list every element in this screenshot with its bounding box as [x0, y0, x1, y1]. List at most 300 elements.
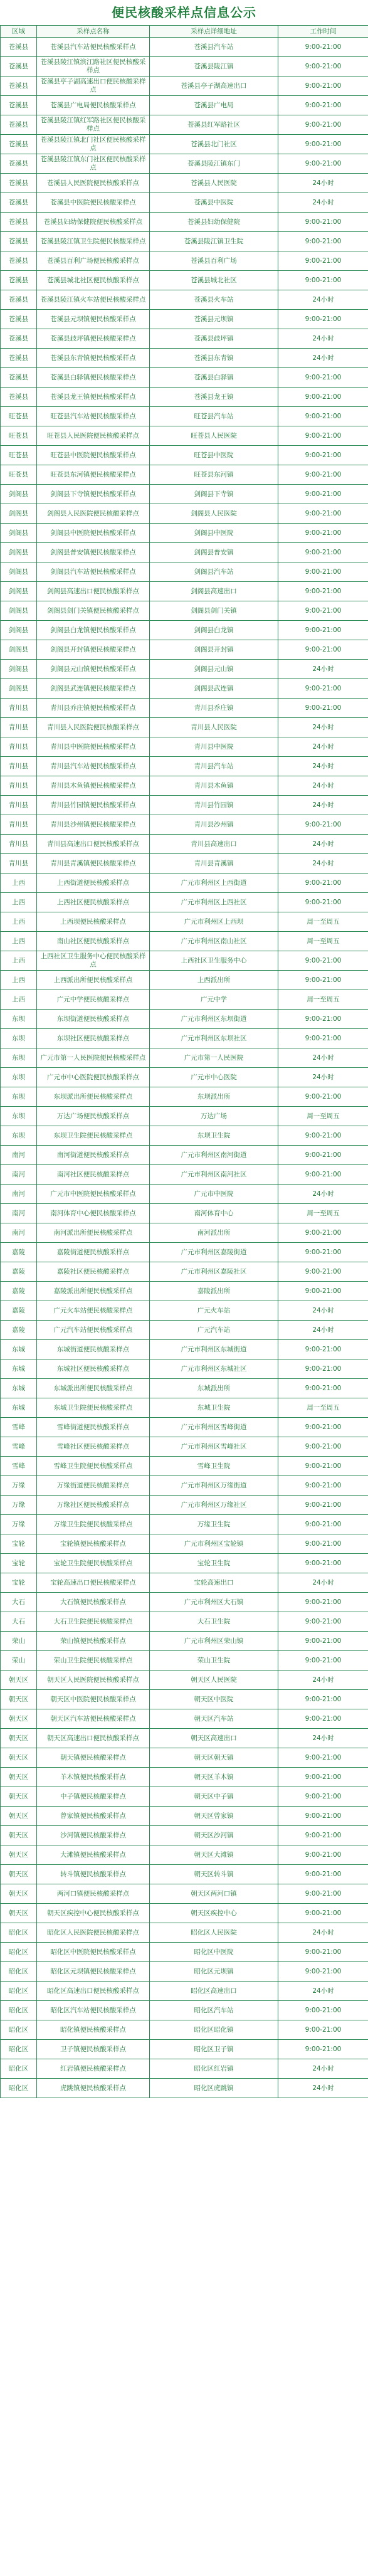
cell-site-name: 荣山镇便民核酸采样点 — [37, 1632, 150, 1651]
cell-site-name: 苍溪县人民医院便民核酸采样点 — [37, 174, 150, 193]
cell-address: 朝天区曾家镇 — [150, 1807, 278, 1826]
table-row — [1, 1379, 368, 1398]
cell-region: 朝天区 — [1, 1826, 37, 1845]
cell-hours: 9:00-21:00 — [278, 815, 368, 835]
cell-address: 昭化区虎跳镇 — [150, 2079, 278, 2098]
cell-site-name: 南河社区便民核酸采样点 — [37, 1165, 150, 1185]
cell-address: 剑阁县下寺镇 — [150, 485, 278, 504]
cell-region: 昭化区 — [1, 2059, 37, 2079]
cell-address: 苍溪县火车站 — [150, 290, 278, 310]
table-row — [1, 96, 368, 115]
cell-region: 剑阁县 — [1, 524, 37, 543]
cell-site-name: 苍溪县元坝镇便民核酸采样点 — [37, 310, 150, 329]
cell-region: 剑阁县 — [1, 582, 37, 601]
cell-hours: 24小时 — [278, 1301, 368, 1321]
cell-region: 青川县 — [1, 815, 37, 835]
table-row — [1, 1923, 368, 1943]
cell-hours: 9:00-21:00 — [278, 38, 368, 57]
cell-region: 东城 — [1, 1398, 37, 1418]
cell-address: 青川县乔庄镇 — [150, 699, 278, 718]
cell-address: 昭化区汽车站 — [150, 2001, 278, 2020]
cell-address: 朝天区人民医院 — [150, 1671, 278, 1690]
cell-site-name: 青川县木鱼镇便民核酸采样点 — [37, 776, 150, 796]
cell-hours: 9:00-21:00 — [278, 1010, 368, 1029]
table-row — [1, 407, 368, 426]
cell-address: 昭化区元坝镇 — [150, 1962, 278, 1982]
cell-site-name: 万缘街道便民核酸采样点 — [37, 1476, 150, 1496]
cell-region: 苍溪县 — [1, 174, 37, 193]
cell-site-name: 剑阁县白龙镇便民核酸采样点 — [37, 621, 150, 640]
table-row — [1, 2020, 368, 2040]
cell-address: 苍溪县北门社区 — [150, 135, 278, 154]
cell-hours: 24小时 — [278, 1068, 368, 1087]
cell-address: 苍溪县龙王镇 — [150, 388, 278, 407]
cell-address: 旺苍县中医院 — [150, 446, 278, 465]
table-row — [1, 854, 368, 874]
table-row — [1, 1418, 368, 1437]
cell-site-name: 剑阁县下寺镇便民核酸采样点 — [37, 485, 150, 504]
cell-address: 广元市利州区嘉陵街道 — [150, 1243, 278, 1262]
cell-site-name: 苍溪县陵江镇滨江路社区便民核酸采样点 — [37, 57, 150, 77]
cell-hours: 9:00-21:00 — [278, 971, 368, 990]
table-row — [1, 1029, 368, 1048]
cell-address: 苍溪县百利广场 — [150, 251, 278, 271]
cell-region: 苍溪县 — [1, 154, 37, 174]
cell-address: 苍溪县亭子湖高速出口 — [150, 77, 278, 96]
cell-address: 东坝卫生院 — [150, 1126, 278, 1146]
table-row — [1, 485, 368, 504]
cell-region: 剑阁县 — [1, 621, 37, 640]
cell-site-name: 广元市第一人民医院便民核酸采样点 — [37, 1048, 150, 1068]
cell-hours: 9:00-21:00 — [278, 543, 368, 562]
cell-hours: 9:00-21:00 — [278, 1146, 368, 1165]
cell-site-name: 苍溪县陵江镇北门社区便民核酸采样点 — [37, 135, 150, 154]
table-row — [1, 1748, 368, 1768]
cell-region: 上西 — [1, 932, 37, 951]
cell-address: 朝天区高速出口 — [150, 1729, 278, 1748]
table-row — [1, 2001, 368, 2020]
table-row — [1, 1534, 368, 1554]
cell-site-name: 广元汽车站便民核酸采样点 — [37, 1321, 150, 1340]
cell-site-name: 宝轮卫生院便民核酸采样点 — [37, 1554, 150, 1573]
table-row — [1, 290, 368, 310]
cell-hours: 24小时 — [278, 193, 368, 213]
cell-address: 广元市利州区南山社区 — [150, 932, 278, 951]
cell-site-name: 剑阁县中医院便民核酸采样点 — [37, 524, 150, 543]
cell-site-name: 苍溪县歧坪镇便民核酸采样点 — [37, 329, 150, 349]
table-row — [1, 1515, 368, 1534]
cell-site-name: 苍溪县妇幼保健院便民核酸采样点 — [37, 213, 150, 232]
cell-address: 昭化区红岩镇 — [150, 2059, 278, 2079]
cell-region: 万缘 — [1, 1515, 37, 1534]
cell-hours: 9:00-21:00 — [278, 1612, 368, 1632]
cell-hours: 9:00-21:00 — [278, 407, 368, 426]
cell-hours: 9:00-21:00 — [278, 1126, 368, 1146]
cell-hours: 9:00-21:00 — [278, 1826, 368, 1845]
cell-hours: 周一至周五 — [278, 1107, 368, 1126]
cell-site-name: 嘉陵街道便民核酸采样点 — [37, 1243, 150, 1262]
cell-region: 朝天区 — [1, 1671, 37, 1690]
cell-region: 昭化区 — [1, 1943, 37, 1962]
cell-region: 苍溪县 — [1, 368, 37, 388]
cell-hours: 24小时 — [278, 174, 368, 193]
table-row — [1, 1087, 368, 1107]
cell-hours: 9:00-21:00 — [278, 154, 368, 174]
header-address: 采样点详细地址 — [150, 26, 278, 38]
cell-region: 苍溪县 — [1, 193, 37, 213]
page-title: 便民核酸采样点信息公示 — [112, 5, 256, 20]
cell-region: 青川县 — [1, 796, 37, 815]
cell-address: 朝天区羊木镇 — [150, 1768, 278, 1787]
cell-hours: 9:00-21:00 — [278, 1457, 368, 1476]
cell-address: 广元中学 — [150, 990, 278, 1010]
cell-region: 苍溪县 — [1, 349, 37, 368]
cell-region: 剑阁县 — [1, 543, 37, 562]
cell-hours: 9:00-21:00 — [278, 115, 368, 135]
cell-address: 南河派出所 — [150, 1223, 278, 1243]
cell-address: 朝天区沙河镇 — [150, 1826, 278, 1845]
cell-site-name: 青川县竹园镇便民核酸采样点 — [37, 796, 150, 815]
cell-hours: 24小时 — [278, 757, 368, 776]
cell-hours: 24小时 — [278, 2079, 368, 2098]
cell-site-name: 昭化区元坝镇便民核酸采样点 — [37, 1962, 150, 1982]
cell-hours: 9:00-21:00 — [278, 1845, 368, 1865]
cell-site-name: 大滩镇便民核酸采样点 — [37, 1845, 150, 1865]
cell-hours: 9:00-21:00 — [278, 1651, 368, 1671]
cell-hours: 9:00-21:00 — [278, 1884, 368, 1904]
cell-region: 朝天区 — [1, 1690, 37, 1709]
table-row — [1, 543, 368, 562]
cell-address: 苍溪县红军路社区 — [150, 115, 278, 135]
cell-region: 旺苍县 — [1, 446, 37, 465]
table-row — [1, 1943, 368, 1962]
cell-region: 青川县 — [1, 776, 37, 796]
table-row — [1, 1126, 368, 1146]
table-row — [1, 1845, 368, 1865]
cell-address: 苍溪县广电局 — [150, 96, 278, 115]
table-row — [1, 1768, 368, 1787]
cell-address: 广元市利州区东城社区 — [150, 1359, 278, 1379]
cell-hours: 周一至周五 — [278, 932, 368, 951]
cell-site-name: 苍溪县广电局便民核酸采样点 — [37, 96, 150, 115]
cell-site-name: 宝轮高速出口便民核酸采样点 — [37, 1573, 150, 1593]
cell-region: 南河 — [1, 1165, 37, 1185]
cell-region: 青川县 — [1, 699, 37, 718]
cell-region: 嘉陵 — [1, 1243, 37, 1262]
cell-hours: 9:00-21:00 — [278, 1340, 368, 1359]
cell-address: 广元市利州区嘉陵社区 — [150, 1262, 278, 1282]
table-row — [1, 757, 368, 776]
cell-hours: 9:00-21:00 — [278, 465, 368, 485]
table-row — [1, 932, 368, 951]
table-row — [1, 1146, 368, 1165]
table-row — [1, 1982, 368, 2001]
cell-site-name: 南河体育中心便民核酸采样点 — [37, 1204, 150, 1223]
cell-site-name: 朝天区汽车站便民核酸采样点 — [37, 1709, 150, 1729]
table-row — [1, 1321, 368, 1340]
cell-address: 朝天区中医院 — [150, 1690, 278, 1709]
cell-hours: 9:00-21:00 — [278, 679, 368, 699]
cell-site-name: 广元市中心医院便民核酸采样点 — [37, 1068, 150, 1087]
cell-site-name: 苍溪县百利广场便民核酸采样点 — [37, 251, 150, 271]
cell-region: 荣山 — [1, 1632, 37, 1651]
cell-hours: 9:00-21:00 — [278, 1943, 368, 1962]
cell-region: 旺苍县 — [1, 465, 37, 485]
cell-site-name: 朝天镇便民核酸采样点 — [37, 1748, 150, 1768]
cell-region: 苍溪县 — [1, 213, 37, 232]
table-row — [1, 1690, 368, 1709]
cell-site-name: 旺苍县人民医院便民核酸采样点 — [37, 426, 150, 446]
cell-hours: 9:00-21:00 — [278, 1865, 368, 1884]
cell-site-name: 青川县沙州镇便民核酸采样点 — [37, 815, 150, 835]
cell-site-name: 上西社区卫生服务中心便民核酸采样点 — [37, 951, 150, 971]
table-row — [1, 57, 368, 77]
table-row — [1, 1243, 368, 1262]
table-row — [1, 465, 368, 485]
cell-hours: 9:00-21:00 — [278, 2020, 368, 2040]
cell-site-name: 万缘卫生院便民核酸采样点 — [37, 1515, 150, 1534]
cell-site-name: 昭化区汽车站便民核酸采样点 — [37, 2001, 150, 2020]
cell-site-name: 青川县中医院便民核酸采样点 — [37, 737, 150, 757]
table-row — [1, 699, 368, 718]
cell-region: 雪峰 — [1, 1457, 37, 1476]
cell-region: 东坝 — [1, 1068, 37, 1087]
cell-site-name: 上西坝便民核酸采样点 — [37, 912, 150, 932]
cell-site-name: 昭化区高速出口便民核酸采样点 — [37, 1982, 150, 2001]
cell-hours: 9:00-21:00 — [278, 1476, 368, 1496]
table-row — [1, 329, 368, 349]
table-row — [1, 154, 368, 174]
cell-hours: 周一至周五 — [278, 1204, 368, 1223]
cell-address: 剑阁县剑门关镇 — [150, 601, 278, 621]
cell-address: 东城卫生院 — [150, 1398, 278, 1418]
cell-hours: 24小时 — [278, 718, 368, 737]
cell-site-name: 东城社区便民核酸采样点 — [37, 1359, 150, 1379]
cell-address: 朝天区两河口镇 — [150, 1884, 278, 1904]
table-row — [1, 835, 368, 854]
cell-site-name: 青川县青溪镇便民核酸采样点 — [37, 854, 150, 874]
cell-site-name: 红岩镇便民核酸采样点 — [37, 2059, 150, 2079]
table-row — [1, 1068, 368, 1087]
cell-hours: 9:00-21:00 — [278, 1807, 368, 1826]
cell-address: 广元市第一人民医院 — [150, 1048, 278, 1068]
cell-region: 朝天区 — [1, 1845, 37, 1865]
cell-hours: 9:00-21:00 — [278, 874, 368, 893]
table-row — [1, 193, 368, 213]
cell-region: 苍溪县 — [1, 77, 37, 96]
cell-site-name: 昭化镇便民核酸采样点 — [37, 2020, 150, 2040]
cell-hours: 24小时 — [278, 1321, 368, 1340]
cell-hours: 24小时 — [278, 1048, 368, 1068]
cell-site-name: 南河街道便民核酸采样点 — [37, 1146, 150, 1165]
cell-region: 宝轮 — [1, 1573, 37, 1593]
cell-hours: 9:00-21:00 — [278, 1515, 368, 1534]
table-row — [1, 1262, 368, 1282]
cell-site-name: 剑阁县开封镇便民核酸采样点 — [37, 640, 150, 660]
cell-site-name: 东坝卫生院便民核酸采样点 — [37, 1126, 150, 1146]
cell-hours: 9:00-21:00 — [278, 1418, 368, 1437]
cell-address: 剑阁县高速出口 — [150, 582, 278, 601]
cell-hours: 9:00-21:00 — [278, 2001, 368, 2020]
cell-address: 苍溪县陵江镇 — [150, 57, 278, 77]
cell-address: 旺苍县汽车站 — [150, 407, 278, 426]
cell-address: 苍溪县妇幼保健院 — [150, 213, 278, 232]
table-row — [1, 174, 368, 193]
cell-address: 广元市利州区上西街道 — [150, 874, 278, 893]
table-row — [1, 601, 368, 621]
cell-hours: 24小时 — [278, 1185, 368, 1204]
table-row — [1, 660, 368, 679]
cell-site-name: 雪峰社区便民核酸采样点 — [37, 1437, 150, 1457]
cell-address: 昭化区昭化镇 — [150, 2020, 278, 2040]
cell-site-name: 昭化区中医院便民核酸采样点 — [37, 1943, 150, 1962]
cell-address: 剑阁县人民医院 — [150, 504, 278, 524]
cell-region: 雪峰 — [1, 1418, 37, 1437]
cell-region: 剑阁县 — [1, 660, 37, 679]
cell-hours: 24小时 — [278, 796, 368, 815]
cell-region: 朝天区 — [1, 1748, 37, 1768]
cell-region: 宝轮 — [1, 1554, 37, 1573]
cell-site-name: 苍溪县陵江镇东门社区便民核酸采样点 — [37, 154, 150, 174]
cell-site-name: 虎跳镇便民核酸采样点 — [37, 2079, 150, 2098]
cell-hours: 9:00-21:00 — [278, 251, 368, 271]
table-row — [1, 874, 368, 893]
table-row — [1, 737, 368, 757]
cell-address: 苍溪县人民医院 — [150, 174, 278, 193]
cell-address: 剑阁县中医院 — [150, 524, 278, 543]
cell-hours: 9:00-21:00 — [278, 1690, 368, 1709]
cell-hours: 9:00-21:00 — [278, 1379, 368, 1398]
cell-site-name: 东坝社区便民核酸采样点 — [37, 1029, 150, 1048]
cell-site-name: 旺苍县中医院便民核酸采样点 — [37, 446, 150, 465]
cell-address: 昭化区卫子镇 — [150, 2040, 278, 2059]
cell-hours: 9:00-21:00 — [278, 96, 368, 115]
cell-site-name: 荣山卫生院便民核酸采样点 — [37, 1651, 150, 1671]
cell-region: 昭化区 — [1, 2040, 37, 2059]
cell-region: 嘉陵 — [1, 1262, 37, 1282]
table-row — [1, 1554, 368, 1573]
cell-site-name: 中子镇便民核酸采样点 — [37, 1787, 150, 1807]
cell-site-name: 青川县人民医院便民核酸采样点 — [37, 718, 150, 737]
cell-site-name: 昭化区人民医院便民核酸采样点 — [37, 1923, 150, 1943]
table-row — [1, 524, 368, 543]
table-row — [1, 1340, 368, 1359]
cell-site-name: 万达广场便民核酸采样点 — [37, 1107, 150, 1126]
table-body — [1, 38, 368, 2098]
cell-hours: 9:00-21:00 — [278, 504, 368, 524]
cell-address: 苍溪县汽车站 — [150, 38, 278, 57]
cell-hours: 9:00-21:00 — [278, 562, 368, 582]
cell-region: 南河 — [1, 1204, 37, 1223]
cell-address: 青川县汽车站 — [150, 757, 278, 776]
cell-address: 万缘卫生院 — [150, 1515, 278, 1534]
cell-region: 东坝 — [1, 1029, 37, 1048]
cell-site-name: 卫子镇便民核酸采样点 — [37, 2040, 150, 2059]
table-row — [1, 1048, 368, 1068]
cell-site-name: 朝天区人民医院便民核酸采样点 — [37, 1671, 150, 1690]
cell-hours: 9:00-21:00 — [278, 485, 368, 504]
cell-site-name: 剑阁县武连镇便民核酸采样点 — [37, 679, 150, 699]
cell-region: 剑阁县 — [1, 601, 37, 621]
cell-hours: 9:00-21:00 — [278, 582, 368, 601]
cell-hours: 9:00-21:00 — [278, 640, 368, 660]
cell-address: 东城派出所 — [150, 1379, 278, 1398]
cell-region: 南河 — [1, 1185, 37, 1204]
table-row — [1, 796, 368, 815]
cell-address: 昭化区人民医院 — [150, 1923, 278, 1943]
cell-region: 苍溪县 — [1, 310, 37, 329]
table-row — [1, 1962, 368, 1982]
table-row — [1, 1709, 368, 1729]
cell-address: 苍溪县歧坪镇 — [150, 329, 278, 349]
cell-address: 万达广场 — [150, 1107, 278, 1126]
cell-hours: 9:00-21:00 — [278, 1262, 368, 1282]
cell-region: 剑阁县 — [1, 640, 37, 660]
cell-hours: 9:00-21:00 — [278, 388, 368, 407]
cell-site-name: 羊木镇便民核酸采样点 — [37, 1768, 150, 1787]
cell-site-name: 旺苍县汽车站便民核酸采样点 — [37, 407, 150, 426]
cell-hours: 9:00-21:00 — [278, 893, 368, 912]
cell-site-name: 苍溪县陵江镇火车站便民核酸采样点 — [37, 290, 150, 310]
cell-hours: 9:00-21:00 — [278, 1593, 368, 1612]
table-row — [1, 640, 368, 660]
cell-region: 朝天区 — [1, 1729, 37, 1748]
cell-hours: 24小时 — [278, 290, 368, 310]
cell-region: 朝天区 — [1, 1865, 37, 1884]
table-row — [1, 2040, 368, 2059]
cell-address: 苍溪县陵江镇东门 — [150, 154, 278, 174]
table-row — [1, 893, 368, 912]
cell-address: 广元市利州区荣山镇 — [150, 1632, 278, 1651]
cell-region: 东坝 — [1, 1010, 37, 1029]
cell-address: 广元市利州区上西坝 — [150, 912, 278, 932]
cell-address: 雪峰卫生院 — [150, 1457, 278, 1476]
cell-address: 广元市中医院 — [150, 1185, 278, 1204]
cell-address: 大石卫生院 — [150, 1612, 278, 1632]
cell-region: 苍溪县 — [1, 251, 37, 271]
table-row — [1, 1476, 368, 1496]
cell-site-name: 旺苍县东河镇便民核酸采样点 — [37, 465, 150, 485]
table-row — [1, 251, 368, 271]
cell-hours: 9:00-21:00 — [278, 1165, 368, 1185]
cell-region: 宝轮 — [1, 1534, 37, 1554]
cell-region: 上西 — [1, 874, 37, 893]
table-row — [1, 349, 368, 368]
cell-site-name: 剑阁县汽车站便民核酸采样点 — [37, 562, 150, 582]
table-row — [1, 1010, 368, 1029]
header-site-name: 采样点名称 — [37, 26, 150, 38]
cell-site-name: 嘉陵社区便民核酸采样点 — [37, 1262, 150, 1282]
cell-site-name: 苍溪县汽车站便民核酸采样点 — [37, 38, 150, 57]
cell-site-name: 大石卫生院便民核酸采样点 — [37, 1612, 150, 1632]
cell-address: 朝天区中子镇 — [150, 1787, 278, 1807]
cell-region: 南河 — [1, 1146, 37, 1165]
cell-site-name: 曾家镇便民核酸采样点 — [37, 1807, 150, 1826]
cell-hours: 9:00-21:00 — [278, 368, 368, 388]
table-row — [1, 115, 368, 135]
cell-region: 东城 — [1, 1379, 37, 1398]
table-row — [1, 971, 368, 990]
cell-site-name: 剑阁县人民医院便民核酸采样点 — [37, 504, 150, 524]
cell-hours: 9:00-21:00 — [278, 1554, 368, 1573]
table-row — [1, 1807, 368, 1826]
cell-hours: 9:00-21:00 — [278, 699, 368, 718]
table-row — [1, 2059, 368, 2079]
cell-hours: 24小时 — [278, 1982, 368, 2001]
cell-address: 广元市利州区大石镇 — [150, 1593, 278, 1612]
cell-hours: 9:00-21:00 — [278, 426, 368, 446]
cell-address: 剑阁县普安镇 — [150, 543, 278, 562]
